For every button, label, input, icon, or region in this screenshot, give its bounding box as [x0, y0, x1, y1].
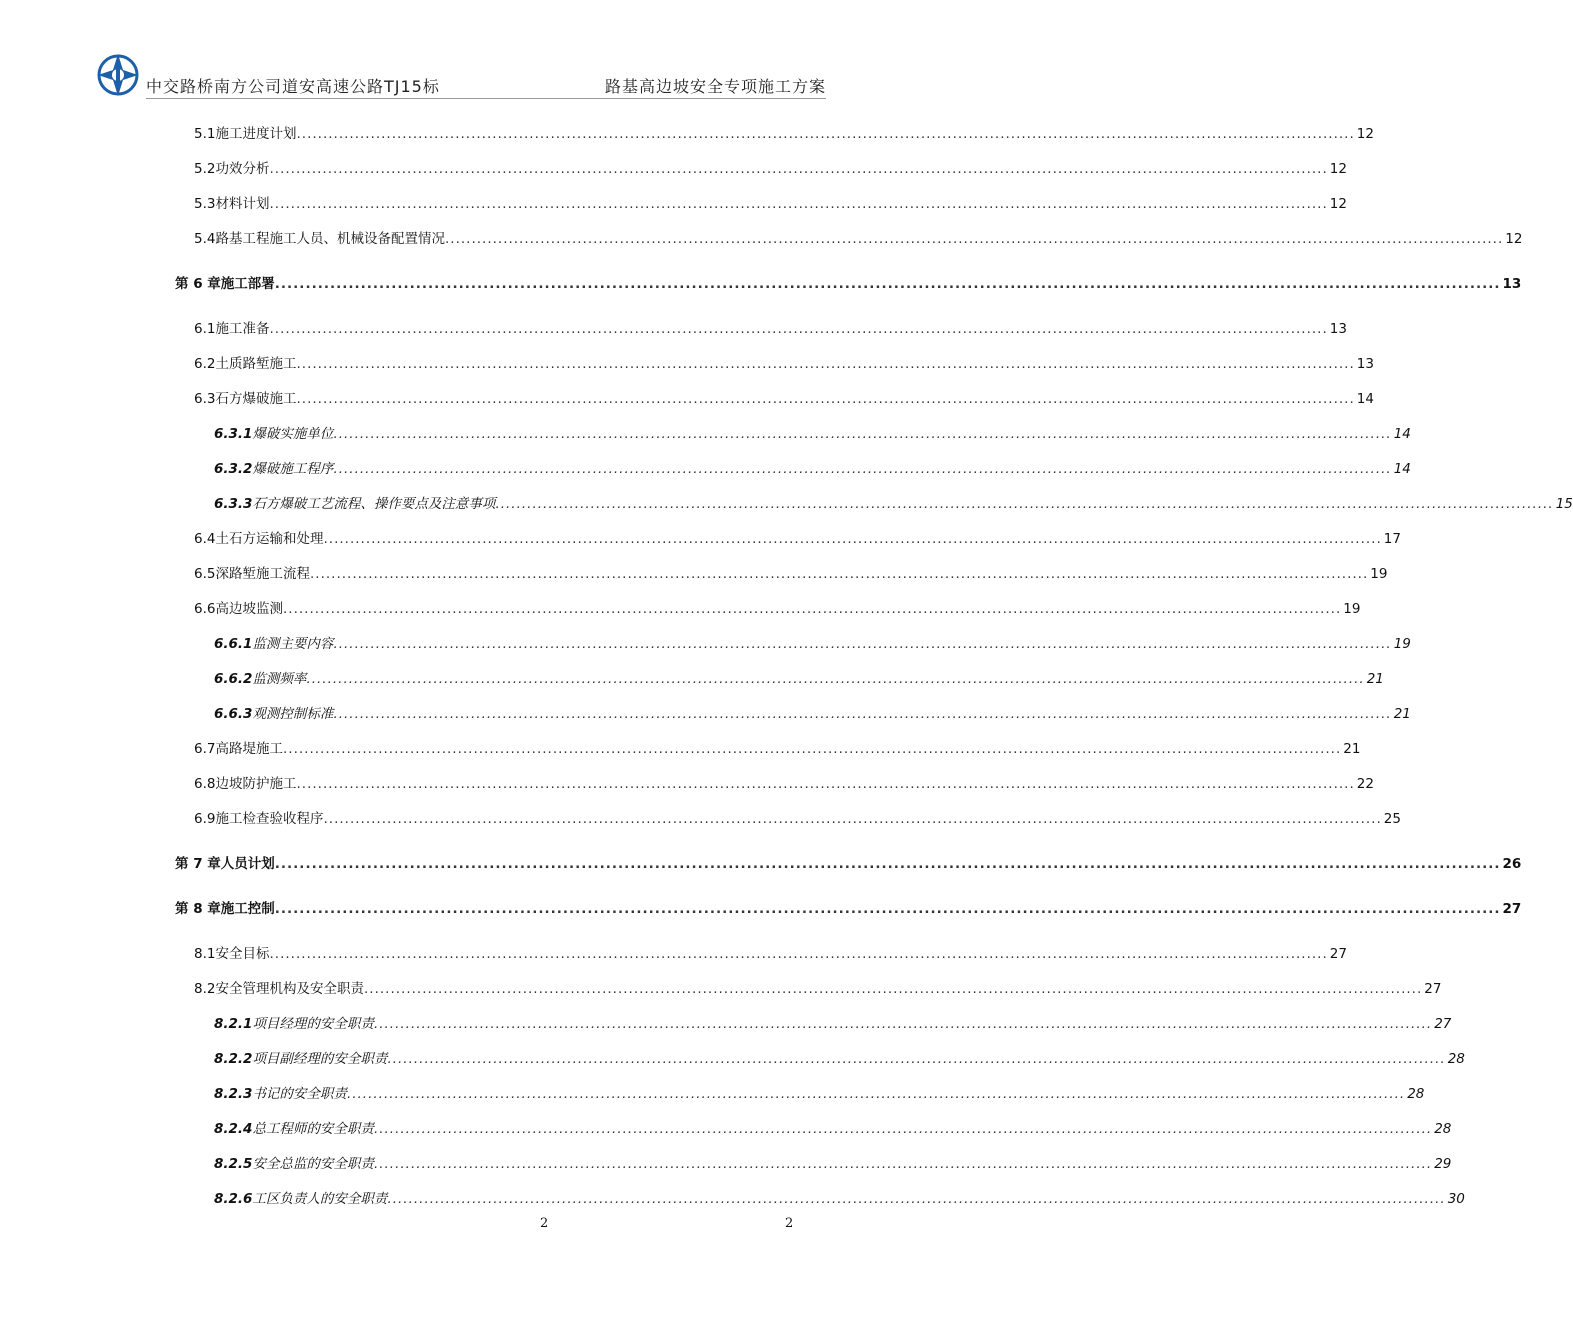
toc-leader-dots: ........................................................................................................................................................................................................ [282, 601, 1342, 617]
toc-entry-number: 6.6.2 [214, 671, 253, 687]
toc-entry[interactable] [214, 1010, 1452, 1032]
toc-entry[interactable] [194, 805, 1401, 827]
toc-leader-dots: ........................................................................................................................................................................................................ [333, 426, 1392, 442]
toc-entry-title: 路基工程施工人员、机械设备配置情况 [215, 227, 445, 247]
toc-leader-dots: ........................................................................................................................................................................................................ [274, 856, 1501, 872]
toc-entry-title-wrap [215, 597, 1341, 617]
toc-entry-title-wrap [215, 772, 1354, 792]
toc-entry-title: 安全管理机构及安全职责 [215, 977, 364, 997]
toc-entry-title: 边坡防护施工 [215, 772, 296, 792]
toc-chapter-entry[interactable] [175, 850, 1522, 872]
toc-entry[interactable] [214, 1045, 1465, 1067]
toc-leader-dots: ........................................................................................................................................................................................................ [333, 706, 1392, 722]
toc-entry-number: 第 8 章 [175, 901, 221, 917]
toc-entry-number: 8.2.1 [214, 1016, 253, 1032]
toc-leader-dots: ........................................................................................................................................................................................................ [274, 901, 1501, 917]
toc-entry-page: 14 [1393, 426, 1411, 442]
toc-entry-number: 6.3.2 [214, 461, 253, 477]
toc-entry-page: 29 [1434, 1156, 1452, 1172]
toc-entry-title: 高路堤施工 [215, 737, 283, 757]
toc-entry-number: 5.3 [194, 196, 216, 212]
toc-entry-number: 8.2.4 [214, 1121, 253, 1137]
toc-leader-dots: ........................................................................................................................................................................................................ [387, 1051, 1446, 1067]
toc-entry-number: 6.4 [194, 531, 216, 547]
toc-leader-dots: ........................................................................................................................................................................................................ [333, 636, 1392, 652]
toc-entry-title-wrap [252, 492, 1553, 512]
toc-entry-title-wrap [252, 1047, 1445, 1067]
toc-leader-dots: ........................................................................................................................................................................................................ [444, 231, 1504, 247]
toc-entry-title: 土石方运输和处理 [215, 527, 323, 547]
toc-leader-dots: ........................................................................................................................................................................................................ [269, 946, 1328, 962]
toc-entry-title-wrap [252, 1012, 1432, 1032]
toc-entry-title-wrap [215, 807, 1381, 827]
toc-entry[interactable] [194, 190, 1347, 212]
toc-entry-page: 27 [1434, 1016, 1452, 1032]
toc-leader-dots: ........................................................................................................................................................................................................ [373, 1156, 1433, 1172]
toc-entry-title: 深路堑施工流程 [215, 562, 310, 582]
toc-entry-title-wrap [215, 122, 1354, 142]
toc-entry-page: 15 [1555, 496, 1573, 512]
toc-entry-page: 14 [1356, 391, 1374, 407]
toc-entry-number: 6.3.3 [214, 496, 253, 512]
toc-entry-number: 6.7 [194, 741, 216, 757]
toc-entry-page: 12 [1329, 196, 1347, 212]
toc-entry-title-wrap [215, 942, 1327, 962]
toc-leader-dots: ........................................................................................................................................................................................................ [296, 126, 1355, 142]
toc-leader-dots: ........................................................................................................................................................................................................ [269, 321, 1328, 337]
toc-entry-title: 监测频率 [252, 667, 306, 687]
toc-entry-number: 6.3.1 [214, 426, 253, 442]
toc-entry-title: 施工控制 [221, 897, 275, 917]
toc-entry-page: 27 [1424, 981, 1442, 997]
toc-entry-title: 爆破实施单位 [252, 422, 333, 442]
toc-entry-title-wrap [252, 1082, 1405, 1102]
page-number-right: 2 [785, 1216, 794, 1231]
toc-entry-title: 高边坡监测 [215, 597, 283, 617]
toc-entry[interactable] [214, 1115, 1452, 1137]
toc-entry-title-wrap [215, 562, 1368, 582]
toc-leader-dots: ........................................................................................................................................................................................................ [274, 276, 1501, 292]
toc-leader-dots: ........................................................................................................................................................................................................ [269, 196, 1328, 212]
toc-entry-title: 项目副经理的安全职责 [252, 1047, 387, 1067]
toc-entry-page: 28 [1447, 1051, 1465, 1067]
toc-entry[interactable] [194, 770, 1374, 792]
company-logo-icon [96, 50, 140, 100]
toc-entry-title: 功效分析 [215, 157, 269, 177]
header-doc-title: 路基高边坡安全专项施工方案 [604, 77, 826, 96]
toc-entry[interactable] [194, 385, 1374, 407]
toc-entry-title: 施工部署 [221, 272, 275, 292]
toc-entry-page: 21 [1343, 741, 1361, 757]
toc-entry-title-wrap [221, 897, 1501, 917]
toc-entry[interactable] [194, 350, 1374, 372]
toc-entry-page: 14 [1393, 461, 1411, 477]
toc-entry-number: 8.2.2 [214, 1051, 253, 1067]
toc-leader-dots: ........................................................................................................................................................................................................ [323, 811, 1382, 827]
toc-leader-dots: ........................................................................................................................................................................................................ [373, 1016, 1433, 1032]
toc-entry[interactable] [194, 155, 1347, 177]
toc-entry-number: 6.1 [194, 321, 216, 337]
toc-entry-title-wrap [215, 157, 1327, 177]
toc-leader-dots: ........................................................................................................................................................................................................ [387, 1191, 1446, 1207]
toc-entry[interactable] [214, 700, 1411, 722]
toc-entry[interactable] [214, 1150, 1452, 1172]
toc-leader-dots: ........................................................................................................................................................................................................ [296, 391, 1355, 407]
toc-entry-number: 第 6 章 [175, 276, 221, 292]
toc-entry-page: 27 [1502, 901, 1522, 917]
header-rule [146, 98, 826, 99]
toc-entry-page: 22 [1356, 776, 1374, 792]
toc-chapter-entry[interactable] [175, 895, 1522, 917]
toc-entry-title: 总工程师的安全职责 [252, 1117, 374, 1137]
toc-chapter-entry[interactable] [175, 270, 1522, 292]
toc-entry[interactable] [214, 455, 1411, 477]
toc-entry-title-wrap [252, 1152, 1432, 1172]
toc-leader-dots: ........................................................................................................................................................................................................ [306, 671, 1365, 687]
toc-entry-title-wrap [215, 192, 1327, 212]
toc-entry[interactable] [194, 315, 1347, 337]
toc-entry-page: 19 [1393, 636, 1411, 652]
toc-entry-page: 25 [1383, 811, 1401, 827]
toc-entry-page: 27 [1329, 946, 1347, 962]
toc-entry-title-wrap [252, 1117, 1432, 1137]
toc-leader-dots: ........................................................................................................................................................................................................ [373, 1121, 1433, 1137]
toc-entry-page: 28 [1407, 1086, 1425, 1102]
page-number-center: 2 [540, 1216, 549, 1231]
toc-entry-page: 13 [1502, 276, 1522, 292]
toc-entry-title: 监测主要内容 [252, 632, 333, 652]
toc-entry-title: 爆破施工程序 [252, 457, 333, 477]
toc-entry-title-wrap [221, 272, 1501, 292]
toc-entry[interactable] [214, 1080, 1425, 1102]
toc-entry-title: 施工准备 [215, 317, 269, 337]
toc-entry-page: 12 [1356, 126, 1374, 142]
toc-entry-page: 21 [1366, 671, 1384, 687]
toc-entry-page: 19 [1343, 601, 1361, 617]
toc-entry-title: 人员计划 [221, 852, 275, 872]
toc-entry-title-wrap [252, 457, 1391, 477]
toc-entry-title: 工区负责人的安全职责 [252, 1187, 387, 1207]
toc-leader-dots: ........................................................................................................................................................................................................ [323, 531, 1382, 547]
toc-leader-dots: ........................................................................................................................................................................................................ [363, 981, 1423, 997]
toc-entry-page: 13 [1329, 321, 1347, 337]
toc-entry-number: 6.6.1 [214, 636, 253, 652]
toc-entry-title: 观测控制标准 [252, 702, 333, 722]
toc-entry-number: 8.2.6 [214, 1191, 253, 1207]
toc-entry-title-wrap [215, 977, 1422, 997]
toc-entry-title-wrap [252, 702, 1391, 722]
toc-entry-title-wrap [252, 1187, 1445, 1207]
toc-entry-number: 6.5 [194, 566, 216, 582]
header-company: 中交路桥南方公司道安高速公路TJ15标 [146, 77, 440, 96]
toc-entry-page: 19 [1370, 566, 1388, 582]
toc-entry-number: 5.4 [194, 231, 216, 247]
toc-leader-dots: ........................................................................................................................................................................................................ [269, 161, 1328, 177]
toc-entry-page: 26 [1502, 856, 1522, 872]
toc-entry-number: 8.2 [194, 981, 216, 997]
toc-entry-title: 材料计划 [215, 192, 269, 212]
toc-entry-title-wrap [252, 422, 1391, 442]
toc-entry[interactable] [214, 630, 1411, 652]
toc-leader-dots: ........................................................................................................................................................................................................ [309, 566, 1369, 582]
toc-leader-dots: ........................................................................................................................................................................................................ [296, 356, 1355, 372]
toc-entry[interactable] [194, 735, 1361, 757]
toc-entry[interactable] [194, 120, 1374, 142]
toc-entry-title-wrap [215, 737, 1341, 757]
toc-leader-dots: ........................................................................................................................................................................................................ [296, 776, 1355, 792]
toc-entry-page: 12 [1329, 161, 1347, 177]
toc-entry-page: 28 [1434, 1121, 1452, 1137]
toc-entry-page: 12 [1505, 231, 1523, 247]
toc-entry-title-wrap [215, 352, 1354, 372]
toc-entry-number: 6.6 [194, 601, 216, 617]
toc-entry-title-wrap [215, 527, 1381, 547]
toc-entry[interactable] [194, 525, 1401, 547]
toc-entry-number: 6.3 [194, 391, 216, 407]
toc-entry[interactable] [194, 975, 1442, 997]
toc-entry-number: 8.2.3 [214, 1086, 253, 1102]
toc-leader-dots: ........................................................................................................................................................................................................ [346, 1086, 1406, 1102]
toc-entry-title: 石方爆破施工 [215, 387, 296, 407]
toc-entry-title-wrap [215, 317, 1327, 337]
toc-entry-page: 17 [1383, 531, 1401, 547]
toc-entry-number: 第 7 章 [175, 856, 221, 872]
toc-entry-title: 安全总监的安全职责 [252, 1152, 374, 1172]
toc-entry-title: 石方爆破工艺流程、操作要点及注意事项 [252, 492, 495, 512]
toc-entry-title: 书记的安全职责 [252, 1082, 347, 1102]
toc-entry-title: 项目经理的安全职责 [252, 1012, 374, 1032]
toc-leader-dots: ........................................................................................................................................................................................................ [282, 741, 1342, 757]
toc-entry[interactable] [214, 1185, 1465, 1207]
toc-entry[interactable] [214, 490, 1573, 512]
toc-entry-title: 土质路堑施工 [215, 352, 296, 372]
toc-entry-title: 施工检查验收程序 [215, 807, 323, 827]
toc-entry-page: 30 [1447, 1191, 1465, 1207]
toc-entry-number: 6.8 [194, 776, 216, 792]
toc-leader-dots: ........................................................................................................................................................................................................ [495, 496, 1554, 512]
toc-entry-number: 6.6.3 [214, 706, 253, 722]
toc-entry-number: 6.9 [194, 811, 216, 827]
toc-entry-title: 施工进度计划 [215, 122, 296, 142]
toc-entry-page: 13 [1356, 356, 1374, 372]
toc-entry-title-wrap [252, 667, 1364, 687]
toc-entry-number: 5.2 [194, 161, 216, 177]
toc-entry[interactable] [194, 595, 1361, 617]
toc-entry[interactable] [214, 420, 1411, 442]
toc-entry-title-wrap [221, 852, 1501, 872]
toc-entry-title-wrap [215, 227, 1503, 247]
toc-entry-title: 安全目标 [215, 942, 269, 962]
toc-entry-number: 5.1 [194, 126, 216, 142]
toc-entry-title-wrap [215, 387, 1354, 407]
toc-entry-number: 8.2.5 [214, 1156, 253, 1172]
toc-entry[interactable] [214, 665, 1384, 687]
toc-leader-dots: ........................................................................................................................................................................................................ [333, 461, 1392, 477]
toc-entry[interactable] [194, 225, 1523, 247]
toc-entry[interactable] [194, 560, 1388, 582]
toc-entry-page: 21 [1393, 706, 1411, 722]
toc-entry-number: 8.1 [194, 946, 216, 962]
toc-entry-number: 6.2 [194, 356, 216, 372]
page-header [96, 50, 826, 100]
toc-entry-title-wrap [252, 632, 1391, 652]
toc-entry[interactable] [194, 940, 1347, 962]
